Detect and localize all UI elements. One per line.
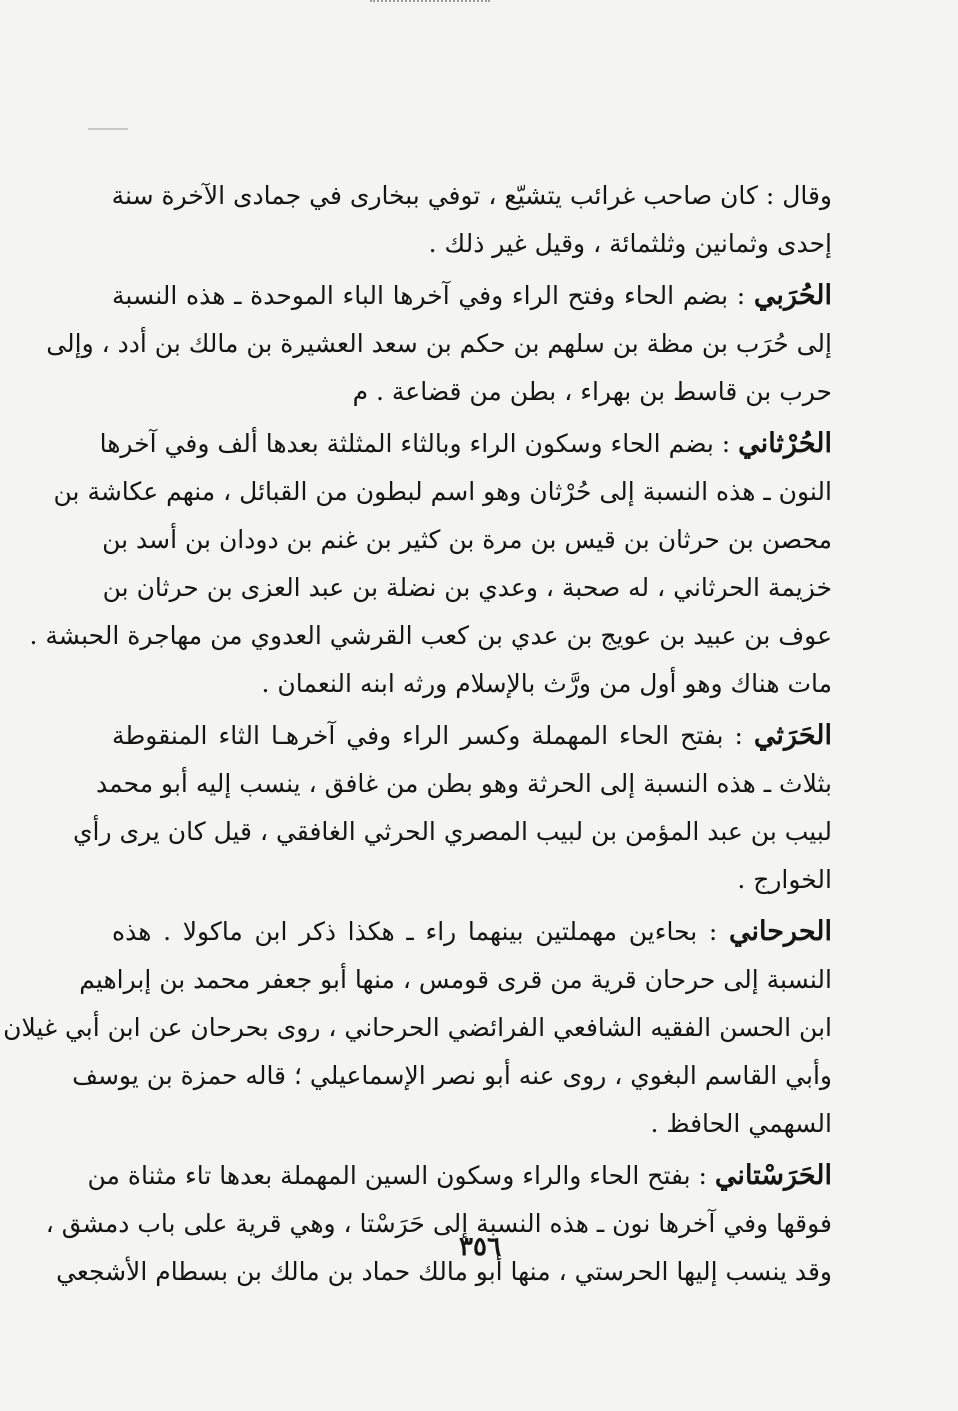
text-line: محصن بن حرثان بن قيس بن مرة بن كثير بن غنم بن دودان بن أسد بن xyxy=(102,525,832,554)
entry-alhurthani xyxy=(29,420,832,708)
margin-mark xyxy=(88,128,128,130)
text-line: حرب بن قاسط بن بهراء ، بطن من قضاعة . م xyxy=(352,377,832,406)
entry-text: : بفتح الحاء المهملة وكسر الراء وفي آخرهـا الثاء المنقوطة xyxy=(112,721,754,750)
entry-headword: الحُرْثاني xyxy=(738,428,832,459)
entry-headword: الحَرَسْتاني xyxy=(714,1160,832,1191)
entry-alharathi xyxy=(72,712,832,904)
text-line xyxy=(112,908,832,956)
text-line: النون ـ هذه النسبة إلى حُرْثان وهو اسم لبطون من القبائل ، منهم عكاشة بن xyxy=(53,477,832,506)
text-line xyxy=(87,1152,832,1200)
entry-alharabi xyxy=(46,272,832,416)
text-line: فوقها وفي آخرها نون ـ هذه النسبة إلى حَرَسْتا ، وهي قرية على باب دمشق ، xyxy=(45,1209,832,1238)
text-line: النسبة إلى حرحان قرية من قرى قومس ، منها أبو جعفر محمد بن إبراهيم xyxy=(79,965,832,994)
text-line: عوف بن عبيد بن عويج بن عدي بن كعب القرشي العدوي من مهاجرة الحبشة . xyxy=(29,621,832,650)
text-line: السهمي الحافظ . xyxy=(650,1109,832,1138)
entry-text: : بحاءين مهملتين بينهما راء ـ هكذا ذكر ابن ماكولا . هذه xyxy=(112,917,729,946)
text-line: بثلاث ـ هذه النسبة إلى الحرثة وهو بطن من غافق ، ينسب إليه أبو محمد xyxy=(96,769,832,798)
text-line: وقد ينسب إليها الحرستي ، منها أبو مالك حماد بن مالك بن بسطام الأشجعي xyxy=(56,1257,832,1286)
entry-text: : بضم الحاء وفتح الراء وفي آخرها الباء الموحدة ـ هذه النسبة xyxy=(112,281,754,310)
text-line: مات هناك وهو أول من ورَّث بالإسلام ورثه ابنه النعمان . xyxy=(261,669,832,698)
entry-headword: الحَرَثي xyxy=(753,720,832,751)
text-line xyxy=(112,272,832,320)
entry-text: : بفتح الحاء والراء وسكون السين المهملة بعدها تاء مثناة من xyxy=(87,1161,715,1190)
entry-headword: الحرحاني xyxy=(729,916,832,947)
text-line: الخوارج . xyxy=(737,865,832,894)
top-dotted-rule xyxy=(370,0,490,4)
text-line: لبيب بن عبد المؤمن بن لبيب المصري الحرثي الغافقي ، قيل كان يرى رأي xyxy=(72,817,832,846)
entry-text: : بضم الحاء وسكون الراء وبالثاء المثلثة بعدها ألف وفي آخرها xyxy=(99,429,739,458)
text-line: ابن الحسن الفقيه الشافعي الفرائضي الحرحاني ، روى بحرحان عن ابن أبي غيلان xyxy=(3,1013,832,1042)
entry-alharastani xyxy=(45,1152,832,1296)
text-line: إحدى وثمانين وثلثمائة ، وقيل غير ذلك . xyxy=(428,229,832,258)
page-number: ٣٥٦ xyxy=(459,1232,501,1262)
entry-headword: الحُرَبي xyxy=(753,280,832,311)
text-line xyxy=(99,420,832,468)
page-text-block xyxy=(3,168,832,1296)
text-line xyxy=(112,712,832,760)
text-line: إلى حُرَب بن مظة بن سلهم بن حكم بن سعد العشيرة بن مالك بن أدد ، وإلى xyxy=(46,329,832,358)
text-line: وأبي القاسم البغوي ، روى عنه أبو نصر الإسماعيلي ؛ قاله حمزة بن يوسف xyxy=(72,1061,832,1090)
text-line: خزيمة الحرثاني ، له صحبة ، وعدي بن نضلة بن عبد العزى بن حرثان بن xyxy=(102,573,832,602)
paragraph-continuation xyxy=(112,172,832,268)
entry-alharhani xyxy=(3,908,832,1148)
text-line: وقال : كان صاحب غرائب يتشيّع ، توفي ببخارى في جمادى الآخرة سنة xyxy=(111,181,832,210)
